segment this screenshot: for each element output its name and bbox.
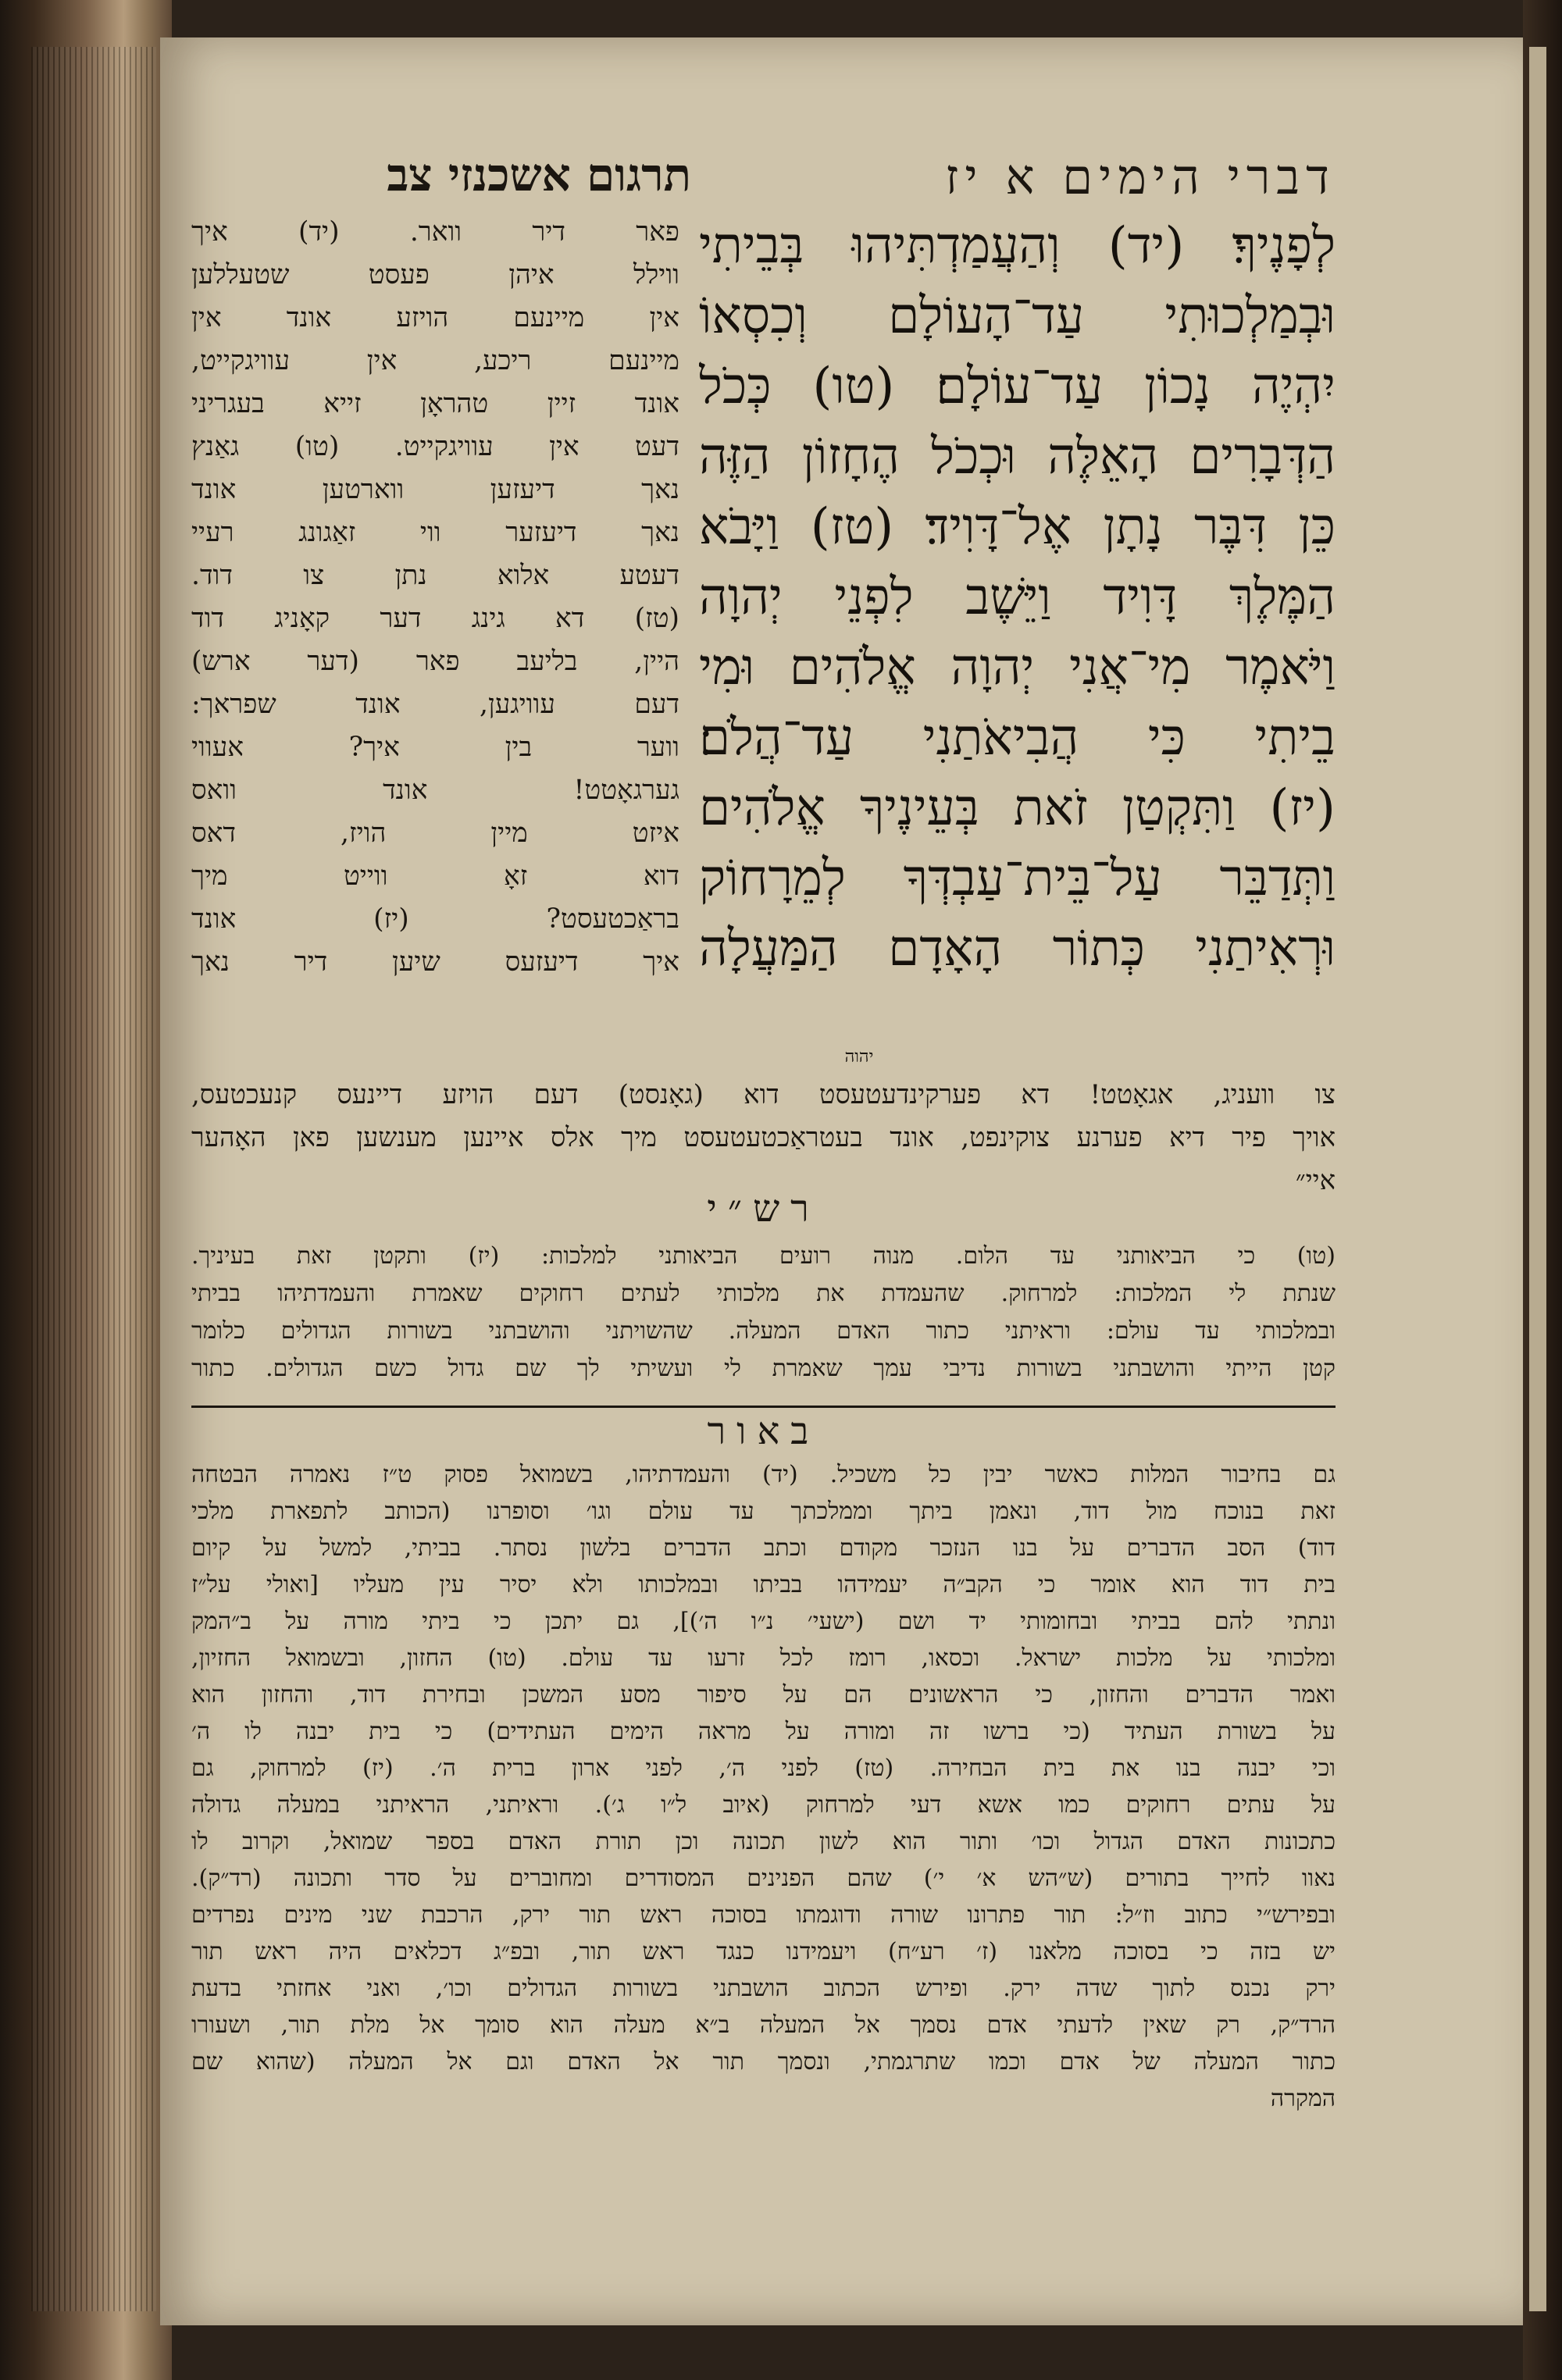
section-divider <box>191 1406 1336 1408</box>
hebrew-line: הַדְּבָרִים הָאֵלֶּה וּכְכֹל הֶחָזוֹן הַזֶּה <box>699 428 1336 486</box>
rashi-commentary <box>191 1238 1336 1388</box>
hebrew-line: יִהְיֶה נָכוֹן עַד־עוֹלָם׃ (טו) כְּכֹל <box>699 358 1336 415</box>
biur-line: ירק נכנס לתוך שדה ירק. ופירש הכתוב הושבתני בשורות הגדולים וכו׳, ואני אחזתי בדעת <box>191 1975 1336 2002</box>
hebrew-divine-name-note: יהוה <box>844 1047 874 1067</box>
continuation-line: צו וועניג, אגאָטט! דא פערקינדעטעסט דוא (גאָנסט) דעם הויזע דיינעס קנעכטעס, <box>191 1079 1336 1110</box>
rashi-line: ובמלכותי עד עולם: וראיתני כתור האדם המעלה. שהשויתני והושבתני בשורות הגדולים כלומר <box>191 1317 1336 1345</box>
translation-line: פאר דיר וואר. (יד) איך <box>191 216 679 248</box>
biur-line: ומלכותי על מלכות ישראל. וכסאו, רומז לכל זרעו עד עולם. (טו) החזון, ובשמואל החזיון, <box>191 1644 1336 1672</box>
biur-line: גם בחיבור המלות כאשר יבין כל משכיל. (יד) והעמדתיהו, בשמואל פסוק ט״ז נאמרה הבטחה <box>191 1461 1336 1488</box>
translation-line: (טז) דא גינג דער קאָניג דוד <box>191 603 679 634</box>
translation-line: דוא זאָ ווייט מיך <box>191 860 679 892</box>
translation-line: נאך דיעזער ווי זאַגונג רעיי <box>191 517 679 548</box>
biur-line: על עתים רחוקים כמו אשא דעי למרחוק (איוב ל״ו ג׳). וראיתני, הראיתני במעלה גדולה <box>191 1791 1336 1819</box>
translation-line: נאך דיעזען ווארטען אונד <box>191 474 679 505</box>
translation-column <box>191 211 679 1085</box>
translation-line: ווילל איהן פעסט שטעללען <box>191 259 679 290</box>
hebrew-line: וּרְאִיתַנִי כְּתוֹר הָאָדָם הַמַּעֲלָה <box>699 920 1336 978</box>
biur-line: ואמר הדברים והחזון, כי הראשונים הם על סיפור מסע המשכן ובחירת דוד, והחזון הוא <box>191 1681 1336 1708</box>
biur-line: ונתתי להם בביתי ובחומותי יד ושם (ישעי׳ נ״ו ה׳)], גם יתכן כי ביתי מורה על ב״המק <box>191 1608 1336 1635</box>
hebrew-line: בֵיתִי כִּי הֲבִיאֹתַנִי עַד־הֲלֹם׃ <box>699 709 1336 767</box>
hebrew-text-column <box>699 211 1336 1054</box>
running-header-translation: תרגום אשכנזי צב <box>387 148 691 201</box>
hebrew-line: וַתְּדַבֵּר עַל־בֵּית־עַבְדְּךָ לְמֵרָחוֹק <box>699 850 1336 907</box>
rashi-title: רש״י <box>707 1187 820 1231</box>
rashi-line: שנתת לי המלכות: למרחוק. שהעמדת את מלכותי לעתים רחוקים שאמרת והעמדתיהו בביתי <box>191 1280 1336 1307</box>
biur-line: נאוו לחייך בתורים (ש״הש א׳ י׳) שהם הפנינים המסודרים ומחוברים על סדר ותכונה (רד״ק). <box>191 1865 1336 1892</box>
translation-line: איזט מיין הויז, דאס <box>191 818 679 849</box>
biur-line: וכי יבנה בנו את בית הבחירה. (טז) לפני ה׳, לפני ארון ברית ה׳. (יז) למרחוק, גם <box>191 1755 1336 1782</box>
biur-line: בית דוד הוא אומר כי הקב״ה יעמידהו בביתו ובמלכותו ולא יסיר עין מעליו [ואולי על״ז <box>191 1571 1336 1598</box>
translation-line: בראַכטעסט? (יז) אונד <box>191 903 679 935</box>
hebrew-line: וַיֹּאמֶר מִי־אֲנִי יְהוָה אֱלֹהִים וּמִי <box>699 639 1336 697</box>
rashi-line: (טו) כי הביאותני עד הלום. מנוה רועים הביאותני למלכות: (יז) ותקטן זאת בעיניך. <box>191 1242 1336 1270</box>
translation-line: היין, בליעב פאר (דער ארש) <box>191 646 679 677</box>
hebrew-line: (יז) וַתִּקְטַן זֹאת בְּעֵינֶיךָ אֱלֹהִים <box>699 779 1336 837</box>
translation-line: דעם עוויגען, אונד שפראך: <box>191 689 679 720</box>
biur-line: דוד) הסב הדברים על בנו הנזכר מקודם וכתב הדברים בלשון נסתר. בביתי, למשל על קיום <box>191 1534 1336 1562</box>
hebrew-line: כֵּן דִּבֶּר נָתָן אֶל־דָּוִיד׃ (טז) וַיָּבֹא <box>699 498 1336 556</box>
book-spine-edge <box>0 0 172 2380</box>
biur-line: זאת בנוכח מול דוד, ונאמן ביתך וממלכתך עד עולם וגו׳ וסופרנו (הכותב לתפארת מלכי <box>191 1498 1336 1525</box>
biur-line: ובפירש״י כתוב וז״ל: תור פתרונו שורה ודוגמתו בסוכה ראש תור ירק, הרכבת שני מינים נפרדים <box>191 1901 1336 1929</box>
translation-line: דעטע אלוא נתן צו דוד. <box>191 560 679 591</box>
translation-line: אונד זיין טהראָן זייא בעגריני <box>191 388 679 419</box>
continuation-line: איי״ <box>1295 1165 1336 1196</box>
translation-line: אין מיינעם הויזע אונד אין <box>191 302 679 333</box>
continuation-line: אויך פיר דיא פערנע צוקינפט, אונד בעטראַכטעטעסט מיך אלס איינען מענשען פאן האָהער <box>191 1122 1336 1153</box>
translation-line: מיינעם ריכע, אין עוויגקייט, <box>191 345 679 376</box>
translation-line: דעט אין עוויגקייט. (טו) גאַנץ <box>191 431 679 462</box>
hebrew-line: וּבְמַלְכוּתִי עַד־הָעוֹלָם וְכִסְאוֹ <box>699 287 1336 345</box>
hebrew-line: לְפָנֶיךָ׃ (יד) וְהַעֲמַדְתִּיהוּ בְּבֵיתִי <box>699 217 1336 275</box>
biur-line: על בשורת העתיד (כי ברשו זה ומורה על מראה הימים העתידים) כי בית יבנה לו ה׳ <box>191 1718 1336 1745</box>
translation-continuation <box>191 1074 1336 1202</box>
translation-line: איך דיעזעס שיען דיר נאך <box>191 946 679 978</box>
translation-line: ווער בין איך? אעווי <box>191 732 679 763</box>
hebrew-line: הַמֶּלֶךְ דָּוִיד וַיֵּשֶׁב לִפְנֵי יְהוָה <box>699 568 1336 626</box>
biur-title: באור <box>707 1409 820 1453</box>
running-header-book: דברי הימים א יז <box>945 148 1336 205</box>
biur-line: יש בזה כי בסוכה מלאנו (ז׳ רע״ח) ויעמידנו כנגד ראש תור, ובפ״ג דכלאים היה ראש תור <box>191 1938 1336 1965</box>
translation-line: גערגאָטט! אונד וואס <box>191 775 679 806</box>
right-page-edge <box>1523 0 1562 2380</box>
biur-line: הרד״ק, רק שאין לדעתי אדם נסמך אל המעלה ב״א מעלה הוא סומך אל מלת תור, ושעורו <box>191 2011 1336 2039</box>
biur-line: כתכונות האדם הגדול וכו׳ ותור הוא לשון תכונה וכן תורת האדם בספר שמואל, וקרוב לו <box>191 1828 1336 1855</box>
biur-line: כתור המעלה של אדם וכמו שתרגמתי, ונסמך תור אל האדם וגם אל המעלה (שהוא שם <box>191 2048 1336 2075</box>
rashi-line: קטן הייתי והושבתני בשורות נדיבי עמך שאמרת לי ועשיתי לך שם גדול כשם הגדולים. כתור <box>191 1355 1336 1382</box>
biur-commentary <box>191 1456 1336 2117</box>
biur-line: המקרה <box>1270 2085 1336 2112</box>
